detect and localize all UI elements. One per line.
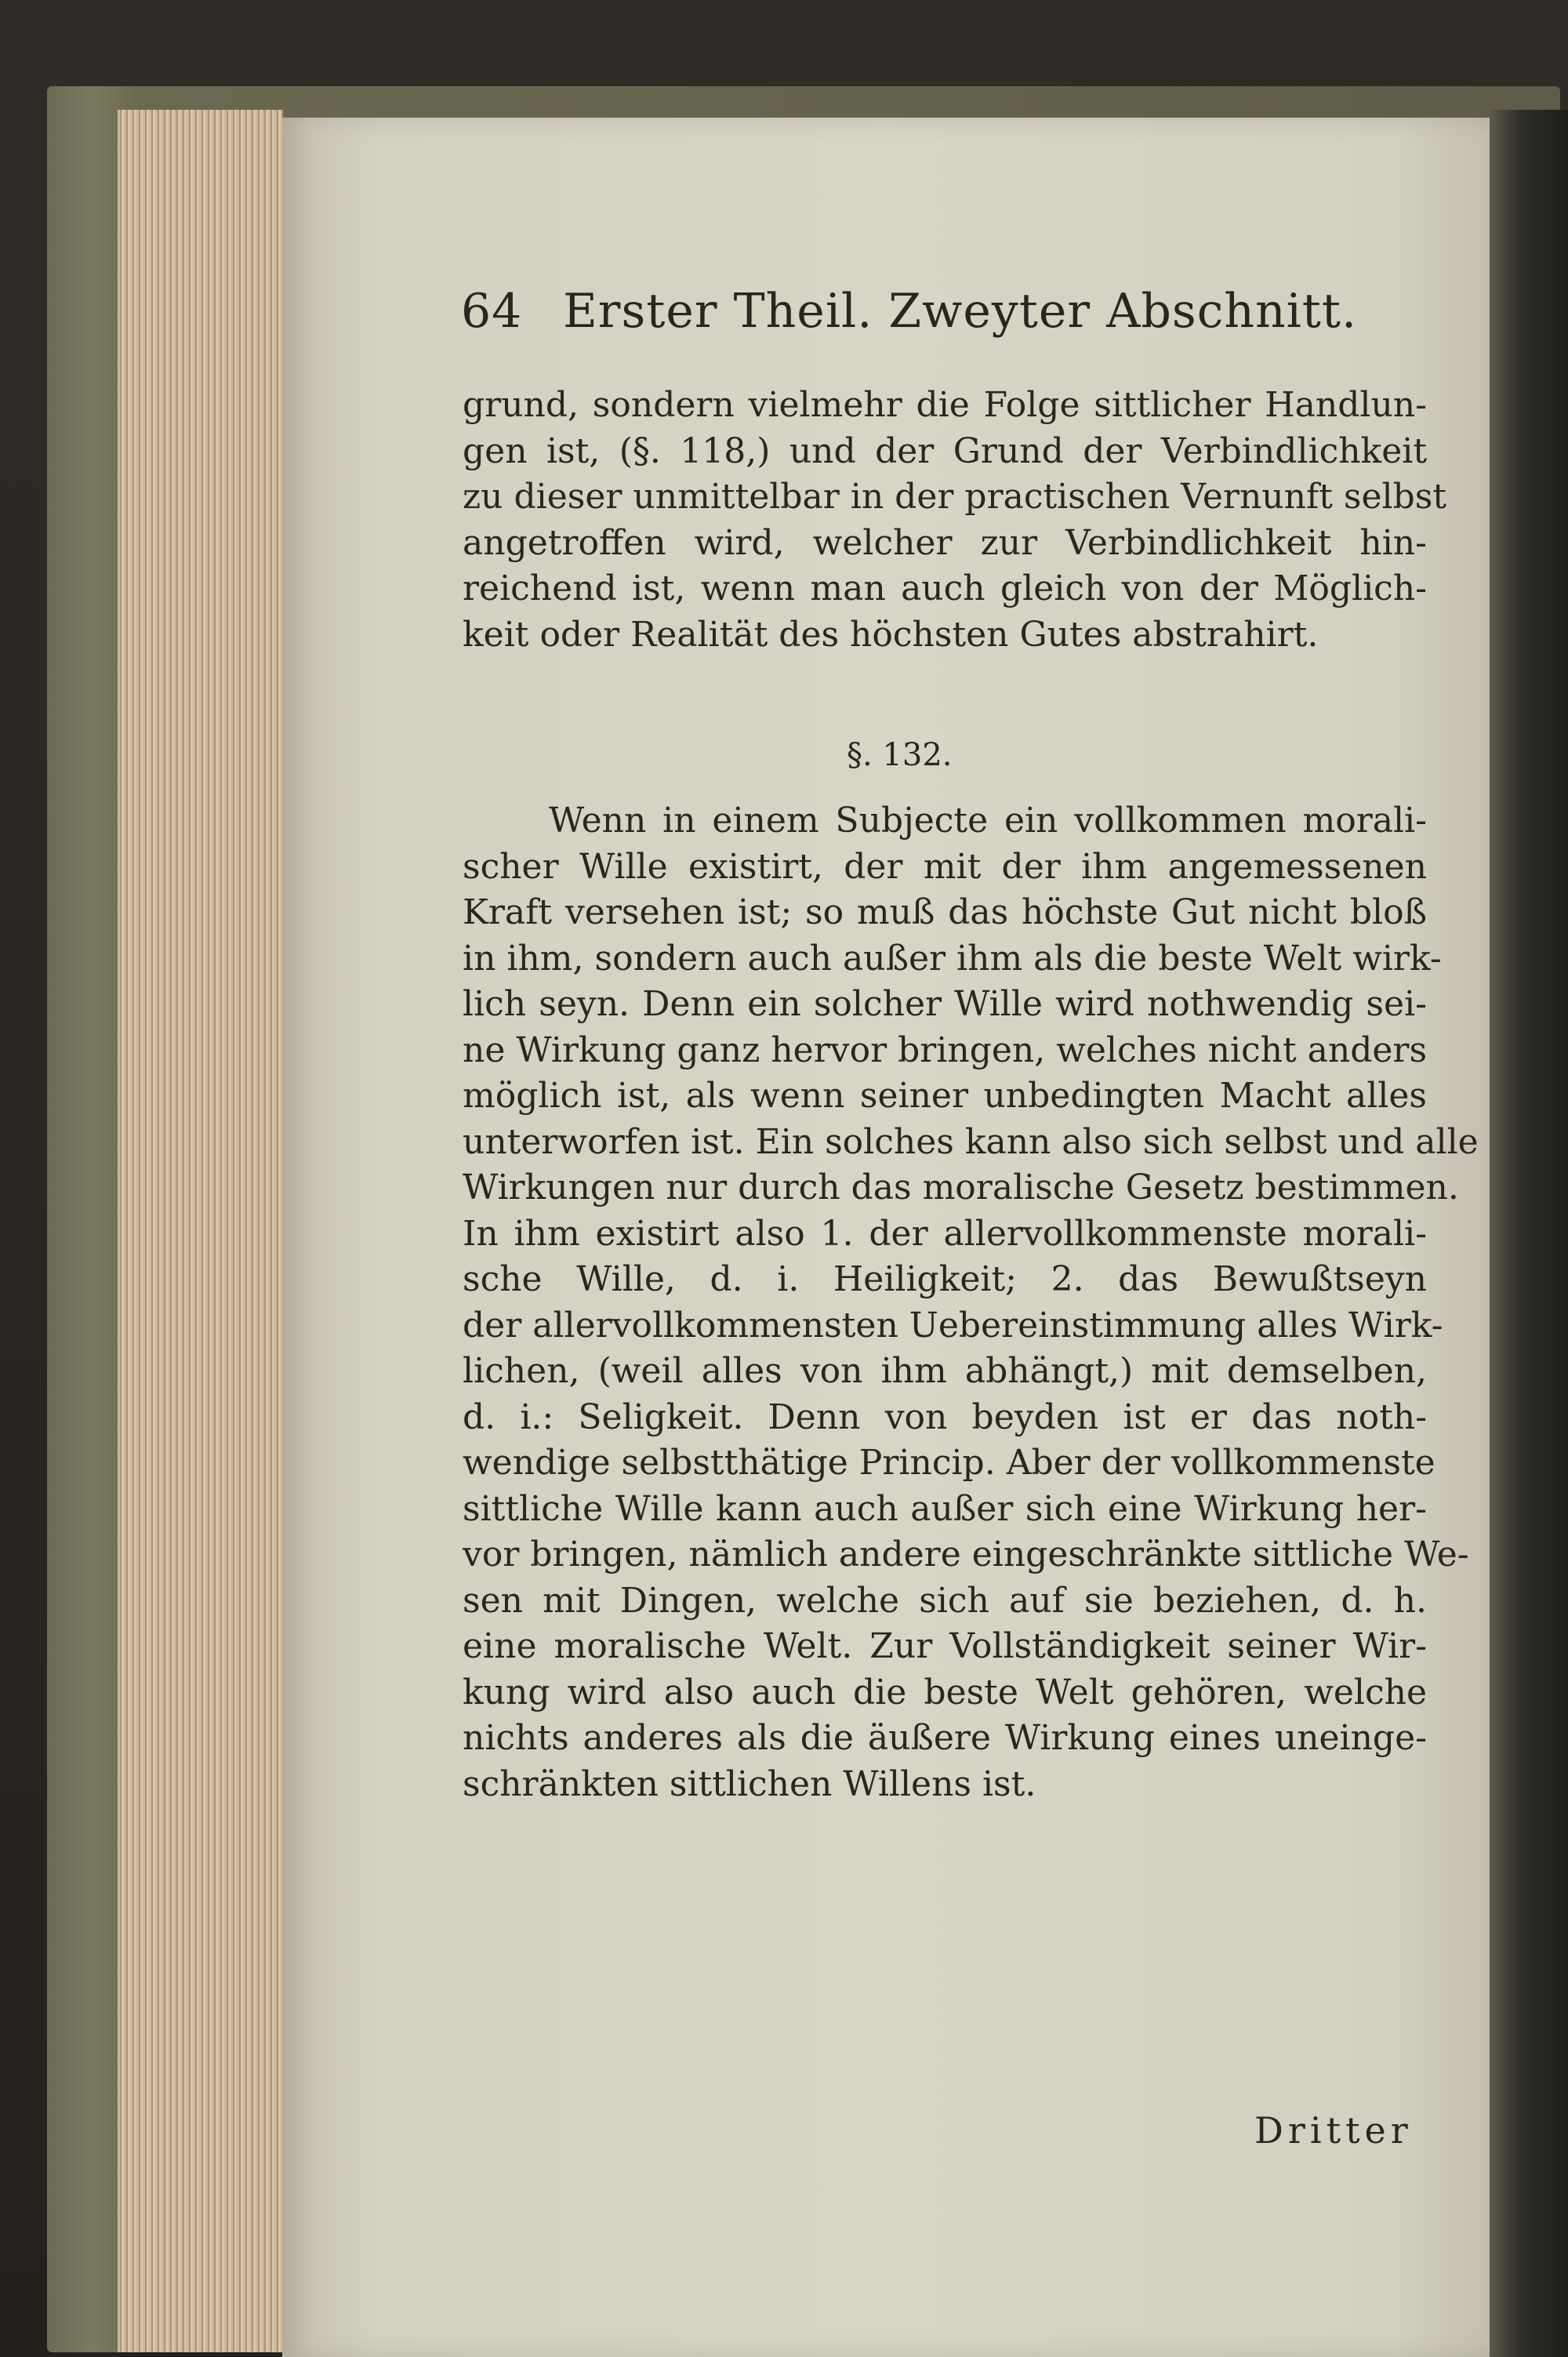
text-line: lichen, (weil alles von ihm abhängt,) mit demselben,	[463, 1351, 1427, 1391]
text-line: kung wird also auch die beste Welt gehören, welche	[463, 1672, 1427, 1712]
text-line: d. i.: Seligkeit. Denn von beyden ist er das noth-	[463, 1396, 1427, 1437]
text-line: möglich ist, als wenn seiner unbedingten Macht alles	[463, 1076, 1427, 1116]
text-line: nichts anderes als die äußere Wirkung eines uneinge-	[463, 1718, 1427, 1758]
text-line: gen ist, (§. 118,) und der Grund der Verbindlichkeit	[463, 430, 1427, 471]
text-line: In ihm existirt also 1. der allervollkommenste morali-	[463, 1213, 1427, 1254]
text-line: zu dieser unmittelbar in der practischen Vernunft selbst	[463, 477, 1447, 517]
text-line: reichend ist, wenn man auch gleich von der Möglich-	[463, 568, 1427, 608]
text-line: vor bringen, nämlich andere eingeschränkte sittliche We-	[463, 1534, 1469, 1574]
text-line: der allervollkommensten Uebereinstimmung alles Wirk-	[463, 1305, 1443, 1346]
text-line: sen mit Dingen, welche sich auf sie beziehen, d. h.	[463, 1580, 1427, 1621]
text-line: in ihm, sondern auch außer ihm als die beste Welt wirk-	[463, 938, 1442, 979]
text-line: angetroffen wird, welcher zur Verbindlichkeit hin-	[463, 522, 1427, 563]
text-line: sche Wille, d. i. Heiligkeit; 2. das Bewußtseyn	[463, 1259, 1427, 1299]
paragraph-2	[463, 798, 1479, 1807]
text-line: lich seyn. Denn ein solcher Wille wird nothwendig sei-	[463, 984, 1427, 1024]
running-title: Erster Theil. Zweyter Abschnitt.	[563, 284, 1358, 339]
running-header	[461, 284, 1357, 339]
text-line: Wirkungen nur durch das moralische Gesetz bestimmen.	[463, 1168, 1459, 1208]
text-line: ne Wirkung ganz hervor bringen, welches nicht anders	[463, 1030, 1428, 1070]
text-line: schränkten sittlichen Willens ist.	[463, 1763, 1036, 1804]
text-line: wendige selbstthätige Princip. Aber der vollkommenste	[463, 1443, 1436, 1483]
page-number: 64	[461, 284, 523, 339]
page-stack-edges	[118, 110, 284, 2352]
text-line: Kraft versehen ist; so muß das höchste Gut nicht bloß	[463, 892, 1427, 932]
section-heading: §. 132.	[847, 737, 953, 773]
text-line: unterworfen ist. Ein solches kann also sich selbst und alle	[463, 1121, 1479, 1162]
text-line: grund, sondern vielmehr die Folge sittlicher Handlun-	[463, 385, 1427, 425]
right-page-edge	[1490, 110, 1568, 2357]
page-body	[463, 383, 1447, 658]
text-line: sittliche Wille kann auch außer sich eine Wirkung her-	[463, 1488, 1427, 1529]
text-line: keit oder Realität des höchsten Gutes abstrahirt.	[463, 614, 1319, 655]
text-line: Wenn in einem Subjecte ein vollkommen morali-	[549, 801, 1427, 841]
catchword: Dritter	[1254, 2109, 1413, 2152]
text-line: scher Wille existirt, der mit der ihm angemessenen	[463, 846, 1427, 887]
text-line: eine moralische Welt. Zur Vollständigkeit seiner Wir-	[463, 1626, 1427, 1666]
